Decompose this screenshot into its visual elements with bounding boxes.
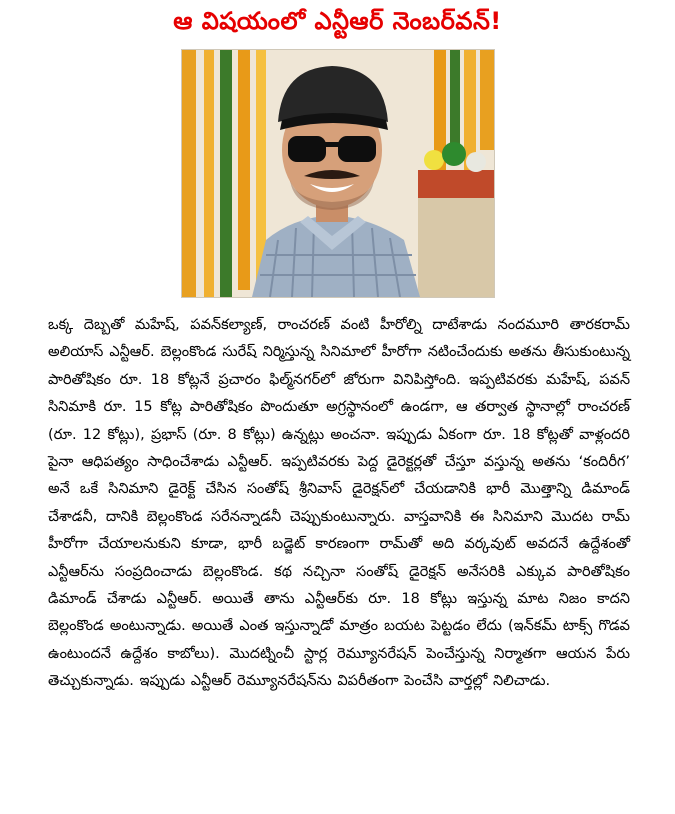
portrait-photo-icon bbox=[182, 50, 494, 297]
article-body: ఒక్క దెబ్బతో మహేష్, పవన్‌కల్యాణ్, రాంచరణ్ వంటి హీరోల్ని దాటేశాడు నందమూరి తారకరామ్ అలియాస్ ఎన్టీఆర్. బెల్లంకొండ సురేష్ నిర్మిస్తున్న సినిమాలో హీరోగా నటించేందుకు అతను తీసుకుంటున్న పారితోషికం రూ. 18 కోట్లనే ప్రచారం ఫిల్మ్‌నగర్‌లో జోరుగా వినిపిస్తోంది. ఇప్పటివరకు మహేష్, పవన్ సినిమాకి రూ. 15 కోట్ల పారితోషికం పొందుతూ అగ్రస్థానంలో ఉండగా, ఆ తర్వాత స్థానాల్లో రాంచరణ్ (రూ. 12 కోట్లు), ప్రభాస్ (రూ. 8 కోట్లు) ఉన్నట్లు అంచనా. ఇప్పుడు ఏకంగా రూ. 18 కోట్లతో వాళ్లందరి పైనా ఆధిపత్యం సాధించేశాడు ఎన్టీఆర్. ఇప్పటివరకు పెద్ద డైరెక్టర్లతో చేస్తూ వస్తున్న అతను ‘కందిరీగ’ అనే ఒకే సినిమాని డైరెక్ట్ చేసిన సంతోష్ శ్రీనివాస్ డైరెక్షన్‌లో చేయడానికి భారీ మొత్తాన్ని డిమాండ్ చేశాడనీ, దానికి బెల్లంకొండ సరేనన్నాడనీ చెప్పుకుంటున్నారు. వాస్తవానికి ఈ సినిమాని మొదట రామ్ హీరోగా చేయాలనుకుని కూడా, భారీ బడ్జెట్ కారణంగా రామ్‌తో అది వర్కవుట్ అవదనే ఉద్దేశంతో ఎన్టీఆర్‌ను సంప్రదించాడు బెల్లంకొండ. కథ నచ్చినా సంతోష్ డైరెక్షన్ అనేసరికి ఎక్కువ పారితోషికం డిమాండ్ చేశాడు ఎన్టీఆర్. అయితే తాను ఎన్టీఆర్‌కు రూ. 18 కోట్లు ఇస్తున్న మాట నిజం కాదని బెల్లంకొండ అంటున్నాడు. అయితే ఎంత ఇస్తున్నాడో మాత్రం బయట పెట్టడం లేదు (ఇన్‌కమ్ టాక్స్ గొడవ ఉంటుందనే ఉద్దేశం కాబోలు). మొదట్నించీ స్టార్ల రెమ్యూనరేషన్ పెంచేస్తున్న నిర్మాతగా ఆయన పేరు తెచ్చుకున్నాడు. ఇప్పుడు ఎన్టీఆర్ రెమ్యూనరేషన్‌ను విపరీతంగా పెంచేసి వార్తల్లో నిలిచాడు. bbox=[48, 317, 630, 690]
article-headline: ఆ విషయంలో ఎన్టీఆర్ నెంబర్‌వన్! bbox=[173, 7, 502, 35]
article-photo bbox=[181, 49, 495, 298]
